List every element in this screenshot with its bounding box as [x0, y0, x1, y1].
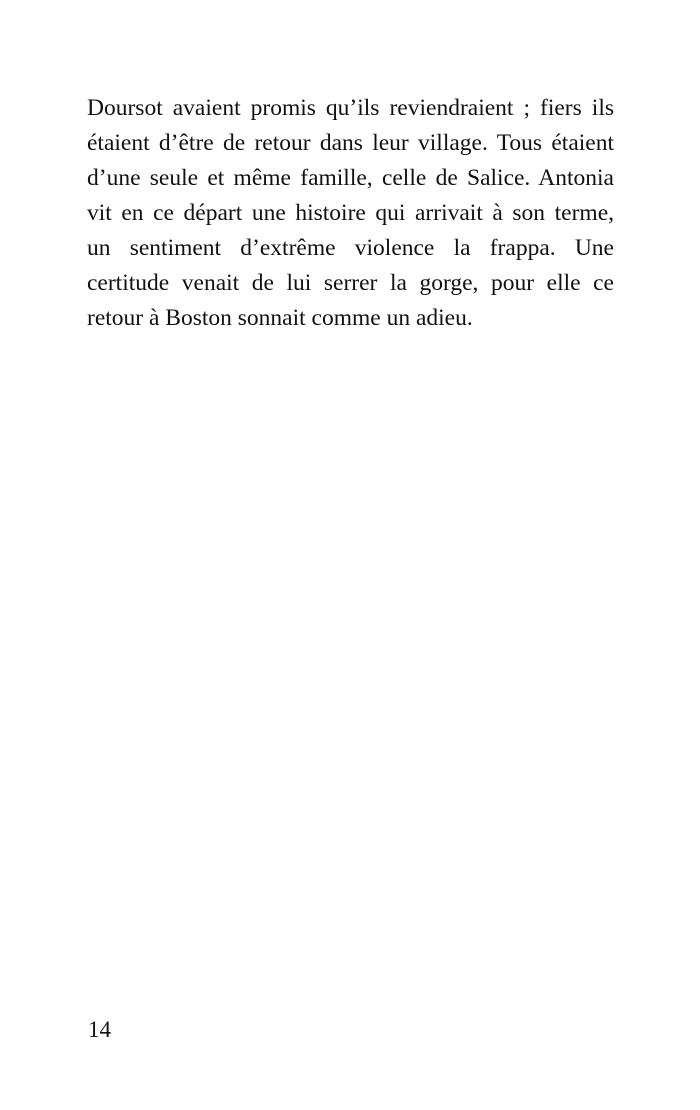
text-line: certitude venait de lui serrer la gorge, pour elle ce — [87, 270, 614, 296]
text-line: d’une seule et même famille, celle de Salice. Antonia — [87, 165, 614, 191]
page-number: 14 — [88, 1017, 111, 1042]
text-line: étaient d’être de retour dans leur village. Tous étaient — [87, 130, 614, 156]
text-line: vit en ce départ une histoire qui arrivait à son terme, — [87, 200, 614, 226]
text-line: un sentiment d’extrême violence la frappa. Une — [87, 235, 614, 261]
text-line: Doursot avaient promis qu’ils reviendraient ; fiers ils — [87, 95, 614, 121]
body-paragraph — [87, 91, 614, 336]
text-line: retour à Boston sonnait comme un adieu. — [87, 305, 473, 331]
